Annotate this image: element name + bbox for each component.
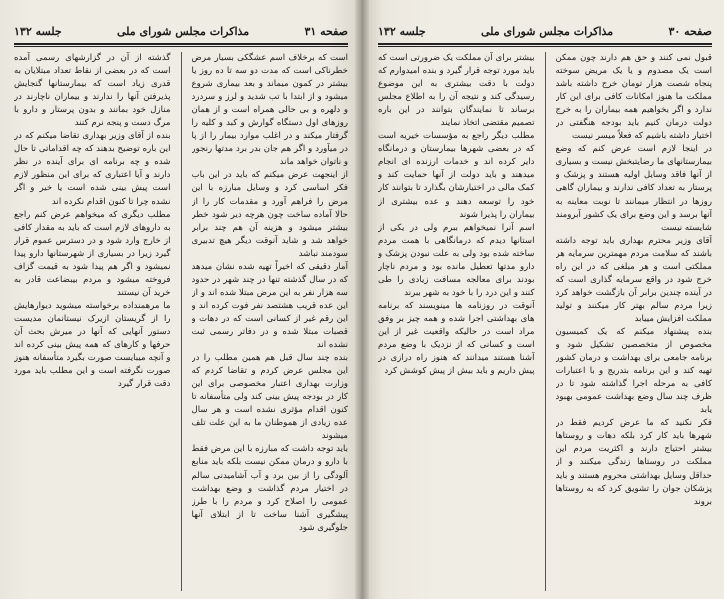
text-column-left (378, 52, 535, 591)
page-number: صفحه ۳۱ (304, 24, 348, 38)
paragraph: بیشتر برای آن مملکت یک ضرورتی است که باید مورد توجه قرار گیرد و بنده امیدوارم که دولت با دقت بیشتری به این موضوع رسیدگی کند و نتیجه آن را به اطلاع مجلس برساند تا نمایندگان بتوانند در این باره تصمیم مقتضی اتخاذ نمایند (378, 53, 535, 129)
paragraph: مطلب دیگری که میخواهم عرض کنم راجع به داروهای لازم است که باید به مقدار کافی از خارج وارد شود و در دسترس عموم قرار گیرد زیرا در بسیاری از شهرستانها دارو پیدا نمیشود و اگر هم پیدا شود به قیمت گزاف فروخته میشود و مردم بیبضاعت قادر به خرید آن نیستند (14, 209, 171, 298)
page-header (14, 22, 348, 40)
header-rule-thin (14, 46, 348, 47)
paragraph: مطلب دیگر راجع به مؤسسات خیریه است که در بعضی شهرها بیمارستان و درمانگاه دایر کرده اند و خدمات ارزنده ای انجام میدهند و باید دولت از آنها حمایت کند و کمک مالی در اختیارشان بگذارد تا بتوانند کار خود را توسعه دهند و عده بیشتری از بیماران را پذیرا شوند (378, 131, 535, 220)
paragraph: آقای وزیر محترم بهداری باید توجه داشته باشند که سلامت مردم مهمترین سرمایه هر مملکتی است و هر مبلغی که در این راه خرج شود در واقع سرمایه گذاری است که در آینده چندین برابر آن بازگشت خواهد کرد زیرا مردم سالم بهتر کار میکنند و تولید مملکت افزایش مییابد (555, 235, 712, 324)
paragraph: از اینجهت عرض میکنم که باید در این باب فکر اساسی کرد و وسایل مبارزه با این مرض را فراهم آورد و مقدمات کار را از حالا آماده ساخت چون هرچه دیر شود خطر بیشتر میشود و هزینه آن هم چند برابر خواهد شد و شاید آنوقت دیگر هیچ تدبیری سودمند نباشد (191, 170, 348, 259)
paragraph: اسم آنرا نمیخواهم ببرم ولی در یکی از استانها دیدم که درمانگاهی با همت مردم ساخته شده بود ولی به علت نبودن پزشک و دارو مدتها تعطیل مانده بود و مردم ناچار بودند برای معالجه مسافت زیادی را طی کنند و این درد را با خود به شهر ببرند (378, 222, 535, 298)
page-number: صفحه ۳۰ (668, 24, 712, 38)
paragraph: بنده چند سال قبل هم همین مطلب را در این مجلس عرض کردم و تقاضا کردم که وزارت بهداری اعتبار مخصوصی برای این کار در بودجه پیش بینی کند ولی متأسفانه تا کنون اقدام مؤثری نشده است و هر سال عده زیادی از هموطنان ما به این علت تلف میشوند (191, 353, 348, 442)
journal-title: مذاکرات مجلس شورای ملی (481, 24, 614, 38)
page-30 (362, 0, 724, 599)
text-column-left (14, 52, 171, 591)
text-columns (14, 52, 348, 591)
paragraph: در اینجا لازم است عرض کنم که وضع بیمارستانهای ما رضایتبخش نیست و بسیاری از آنها فاقد وسایل اولیه هستند و پزشک و پرستار به تعداد کافی ندارند و بیماران گاهی روزها در انتظار میمانند تا نوبت معاینه به آنها برسد و این وضع برای یک کشور آبرومند شایسته نیست (555, 144, 712, 233)
book-gutter (355, 0, 369, 599)
header-rule (14, 43, 348, 45)
session-number: جلسه ۱۳۲ (378, 24, 426, 38)
paragraph: آمار دقیقی که اخیراً تهیه شده نشان میدهد که در سال گذشته تنها در چند شهر در حدود سه هزار نفر به این مرض مبتلا شده اند و از این عده قریب هشتصد نفر فوت کرده اند و این رقم غیر از کسانی است که در دهات و قصبات مبتلا شده و در دفاتر رسمی ثبت نشده اند (191, 261, 348, 351)
header-rule-thin (378, 46, 712, 47)
column-divider (545, 52, 546, 591)
text-column-right (192, 52, 349, 591)
session-number: جلسه ۱۳۲ (14, 24, 62, 38)
paragraph: بنده از آقای وزیر بهداری تقاضا میکنم که در این باره توضیح بدهند که چه اقداماتی تا حال شده و چه برنامه ای برای آینده در نظر دارند و آیا اعتباری که برای این منظور لازم است پیش بینی شده است یا خیر و اگر نشده چرا تا کنون اقدام نکرده اند (14, 131, 171, 207)
paragraph: باید توجه داشت که مبارزه با این مرض فقط با دارو و درمان ممکن نیست بلکه باید منابع آلودگی را از بین برد و آب آشامیدنی سالم در اختیار مردم گذاشت و وضع بهداشت عمومی را اصلاح کرد و مردم را با طرز پیشگیری آشنا ساخت تا از ابتلای آنها جلوگیری شود (191, 444, 348, 533)
header-rule (378, 43, 712, 45)
paragraph: ما مرهمنداده برخواسته میشوید دیوارهایش را از گریستان ازیرک نیستانمان مدیست دستور آنهایی که آنها در میرش بحث آن حرفها و کارهای که همه پیش بینی کرده اند و آنچه میبایست صورت بگیرد متأسفانه هنوز صورت نگرفته است و این مطلب باید مورد دقت قرار گیرد (14, 300, 171, 390)
column-divider (181, 52, 182, 591)
paragraph: بنده پیشنهاد میکنم که یک کمیسیون مخصوص از متخصصین تشکیل شود و برنامه جامعی برای بهداشت و درمان کشور تهیه کند و این برنامه بتدریج و با اعتبارات کافی به مرحله اجرا گذاشته شود تا در ظرف چند سال وضع بهداشت عمومی بهبود یابد (555, 326, 712, 416)
text-columns (378, 52, 712, 591)
text-column-right (556, 52, 713, 591)
paragraph: آنوقت در روزنامه ها مینویسند که برنامه های بهداشتی اجرا شده و همه چیز بر وفق مراد است در حالیکه واقعیت غیر از این است و کسانی که از نزدیک با وضع مردم آشنا هستند میدانند که هنوز راه درازی در پیش داریم و باید بیش از پیش کوشش کرد (378, 300, 535, 377)
journal-title: مذاکرات مجلس شورای ملی (117, 24, 250, 38)
page-header (378, 22, 712, 40)
paragraph: است که برخلاف اسم عشگکی بسیار مرض خطرناکی است که مدت دو سه تا ده روز یا بیشتر در کمون میماند و بعد بیماری شروع میشود و از ابتدا با تب شدید و لرز و سردرد و دلهره و بی حالی همراه است و از همان روزهای اول دستگاه گوارش و کبد و کلیه را گرفتار میکند و در اغلب موارد بیمار را از پا در میآورد و اگر هم جان بدر برد مدتها رنجور و ناتوان خواهد ماند (191, 53, 348, 168)
paragraph: گذشته از آن در گزارشهای رسمی آمده است که در بعضی از نقاط تعداد مبتلایان به قدری زیاد است که بیمارستانها گنجایش پذیرفتن آنها را ندارند و بیماران ناچارند در منازل خود بمانند و بدون پرستار و دارو با مرگ دست و پنجه نرم کنند (14, 53, 171, 129)
paragraph: فکر نکنید که ما عرض کردیم فقط در شهرها باید کار کرد بلکه دهات و روستاها بیشتر احتیاج دارند و اکثریت مردم این مملکت در روستاها زندگی میکنند و از حداقل وسایل بهداشتی محروم هستند و باید پزشکان جوان را تشویق کرد که به روستاها بروند (555, 418, 712, 507)
paragraph: قبول نمی کنند و حق هم دارند چون ممکن است یک مصدوم و یا یک مریض سوخته پنجاه شصت هزار تومان خرج داشته باشد مملکت ما هنوز امکانات کافی برای این کار ندارد و اگر بخواهیم همه بیماران را به خرج دولت درمان کنیم باید بودجه هنگفتی در اختیار داشته باشیم که فعلاً میسر نیست (555, 53, 712, 142)
